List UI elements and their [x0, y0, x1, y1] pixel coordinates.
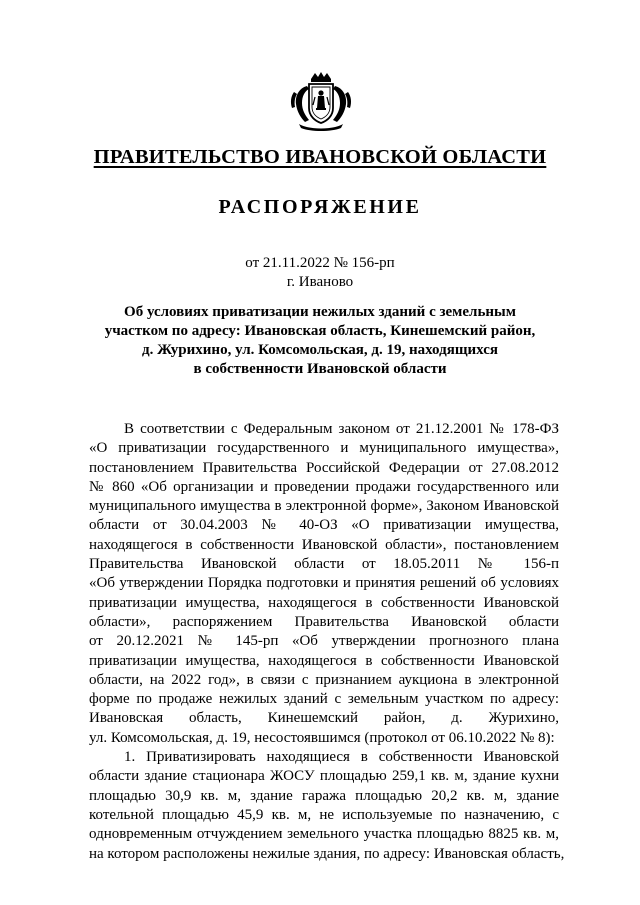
body-line: от 20.12.2021 № 145-рп «Об утверждении прогнозного плана: [89, 633, 559, 650]
body-line: находящегося в собственности Ивановской области», постановлением: [89, 536, 559, 553]
body-line: приватизации имущества, находящегося в собственности Ивановской: [89, 652, 559, 669]
subject-line: в собственности Ивановской области: [193, 361, 447, 377]
body-line: форме по продаже нежилых зданий с земельным участком по адресу:: [89, 691, 559, 708]
body-line: области здание стационара ЖОСУ площадью 259,1 кв. м, здание кухни: [89, 768, 559, 785]
city: г. Иваново: [286, 274, 354, 290]
coat-of-arms-icon: [285, 70, 357, 132]
body-line: области от 30.04.2003 № 40-ОЗ «О приватизации имущества,: [89, 517, 559, 534]
subject-line: д. Журихино, ул. Комсомольская, д. 19, находящихся: [142, 342, 498, 358]
government-title: ПРАВИТЕЛЬСТВО ИВАНОВСКОЙ ОБЛАСТИ: [93, 146, 547, 168]
body-line: ул. Комсомольская, д. 19, несостоявшимся (протокол от 06.10.2022 № 8):: [89, 729, 555, 746]
body-line: 1. Приватизировать находящиеся в собственности Ивановской: [124, 749, 559, 766]
body-line: муниципального имущества в электронной форме», Законом Ивановской: [89, 498, 559, 515]
body-line: постановлением Правительства Российской Федерации от 27.08.2012: [89, 459, 559, 476]
body-line: «О приватизации государственного и муниципального имущества»,: [89, 440, 559, 457]
body-line: области, на 2022 год», в связи с признанием аукциона в электронной: [89, 671, 559, 688]
body-line: В соответствии с Федеральным законом от 21.12.2001 № 178-ФЗ: [124, 421, 559, 437]
subject-line: Об условиях приватизации нежилых зданий с земельным: [124, 304, 516, 320]
date-number: от 21.11.2022 № 156-рп: [245, 255, 395, 271]
body-line: на котором расположены нежилые здания, по адресу: Ивановская область,: [89, 845, 565, 862]
body-line: котельной площадью 45,9 кв. м, не используемые по назначению, с: [89, 806, 559, 823]
date-and-place: [0, 254, 640, 292]
body-line: одновременным отчуждением земельного участка площадью 8825 кв. м,: [89, 826, 559, 843]
body-line: области», распоряжением Правительства Ивановской области: [89, 613, 559, 630]
body-line: Ивановская область, Кинешемский район, д. Журихино,: [89, 710, 559, 727]
body-line: «Об утверждении Порядка подготовки и принятия решений об условиях: [89, 575, 559, 592]
body-line: приватизации имущества, находящегося в собственности Ивановской: [89, 594, 559, 611]
body-line: Правительства Ивановской области от 18.05.2011 № 156-п: [89, 556, 559, 573]
document-body: [89, 420, 565, 864]
document-subject: [100, 303, 540, 379]
preamble-paragraph: [89, 420, 559, 748]
item-1-paragraph: [89, 748, 565, 864]
document-type: РАСПОРЯЖЕНИЕ: [218, 196, 422, 218]
subject-line: участком по адресу: Ивановская область, Кинешемский район,: [104, 323, 536, 339]
body-line: площадью 30,9 кв. м, здание гаража площадью 20,2 кв. м, здание: [89, 787, 559, 804]
body-line: № 860 «Об организации и проведении продажи государственного или: [89, 478, 559, 495]
